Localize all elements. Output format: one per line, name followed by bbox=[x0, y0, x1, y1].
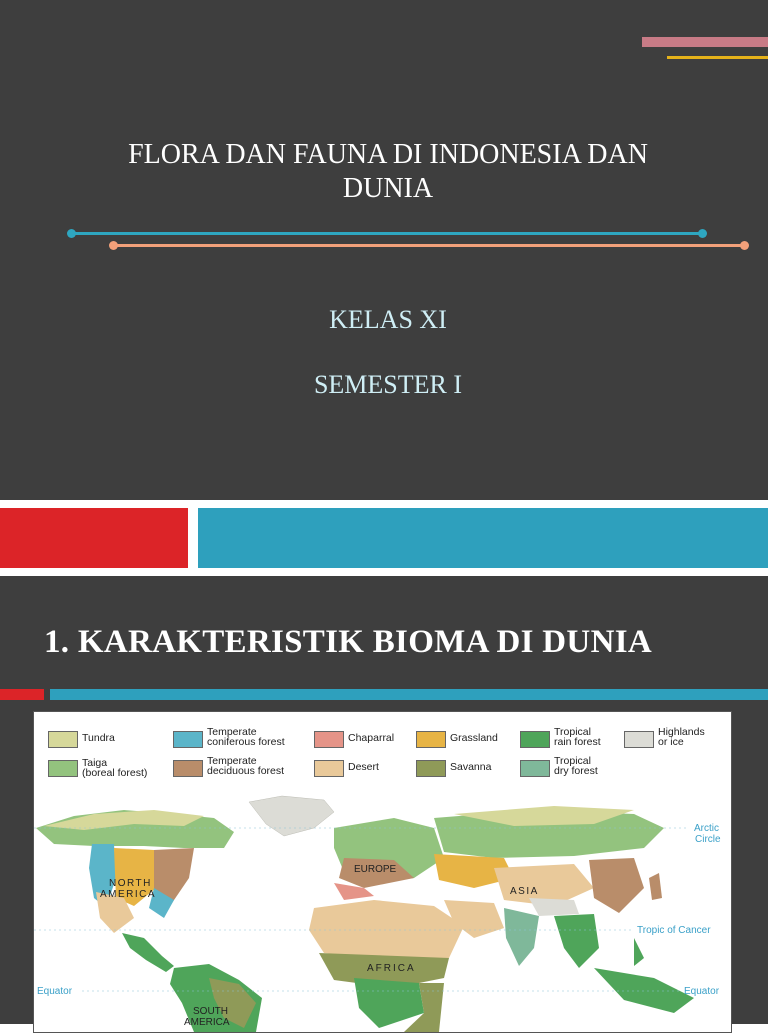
biome-map-figure bbox=[33, 711, 732, 1033]
red-accent-strip bbox=[0, 689, 44, 700]
tropic-of-cancer-label: Tropic of Cancer bbox=[637, 925, 711, 936]
central-america bbox=[122, 933, 174, 972]
equator-right-label: Equator bbox=[684, 986, 720, 997]
legend-label: dry forest bbox=[554, 765, 598, 777]
legend-swatch bbox=[173, 760, 203, 777]
se-asia-rainforest bbox=[554, 914, 599, 968]
legend-label: Temperate bbox=[207, 755, 257, 767]
red-accent-block bbox=[0, 508, 188, 568]
south-america-label: AMERICA bbox=[184, 1017, 230, 1028]
legend-label: (boreal forest) bbox=[82, 767, 148, 779]
indonesia-rainforest bbox=[594, 968, 694, 1013]
biome-slide bbox=[0, 576, 768, 1028]
greenland-shape bbox=[249, 796, 334, 836]
class-subtitle: KELAS XI bbox=[329, 305, 447, 334]
india-dry-forest bbox=[504, 908, 539, 966]
legend-swatch bbox=[520, 731, 550, 748]
legend-swatch bbox=[624, 731, 654, 748]
legend-swatch bbox=[173, 731, 203, 748]
philippines bbox=[634, 938, 644, 966]
europe-label: EUROPE bbox=[354, 864, 397, 875]
legend-label: Chaparral bbox=[348, 732, 395, 744]
america-label: AMERICA bbox=[100, 889, 157, 900]
asia-label: ASIA bbox=[510, 886, 539, 897]
legend-swatch bbox=[48, 731, 78, 748]
south-label: SOUTH bbox=[193, 1006, 228, 1017]
africa-label: AFRICA bbox=[367, 963, 416, 974]
legend-label: Grassland bbox=[450, 732, 498, 744]
semester-subtitle: SEMESTER I bbox=[313, 370, 463, 399]
legend-swatch bbox=[314, 731, 344, 748]
blue-accent-block bbox=[198, 508, 768, 568]
pink-accent-bar bbox=[642, 37, 768, 47]
legend-swatch bbox=[314, 760, 344, 777]
legend-label: Temperate bbox=[207, 726, 257, 738]
slide-heading: 1. KARAKTERISTIK BIOMA DI DUNIA bbox=[44, 624, 652, 660]
africa-rainforest bbox=[354, 978, 424, 1028]
yellow-accent-line bbox=[667, 56, 768, 59]
china-deciduous bbox=[589, 858, 644, 913]
divider-dot bbox=[740, 241, 749, 250]
title-slide bbox=[0, 0, 768, 500]
legend-swatch bbox=[48, 760, 78, 777]
legend-swatch bbox=[416, 760, 446, 777]
blue-accent-strip bbox=[50, 689, 768, 700]
north-label: NORTH bbox=[109, 878, 152, 889]
legend-label: deciduous forest bbox=[207, 765, 285, 777]
circle-label: Circle bbox=[695, 834, 721, 845]
legend-label: Tropical bbox=[554, 726, 591, 738]
legend-label: coniferous forest bbox=[207, 736, 285, 748]
legend-label: Desert bbox=[348, 761, 379, 773]
legend-swatch bbox=[520, 760, 550, 777]
legend-label: rain forest bbox=[554, 736, 601, 748]
legend-label: or ice bbox=[658, 736, 684, 748]
slide-title: FLORA DAN FAUNA DI INDONESIA DAN DUNIA bbox=[128, 139, 648, 204]
legend-label: Savanna bbox=[450, 761, 492, 773]
divider-dot bbox=[109, 241, 118, 250]
orange-divider-line bbox=[113, 244, 745, 247]
legend-label: Highlands bbox=[658, 726, 705, 738]
tibet-highlands bbox=[529, 898, 579, 916]
legend-label: Taiga bbox=[82, 757, 108, 769]
world-map-graphic bbox=[34, 788, 731, 1032]
divider-dot bbox=[67, 229, 76, 238]
legend-label: Tundra bbox=[82, 732, 115, 744]
map-legend bbox=[34, 712, 731, 789]
legend-label: Tropical bbox=[554, 755, 591, 767]
japan bbox=[649, 873, 662, 900]
legend-swatch bbox=[416, 731, 446, 748]
divider-dot bbox=[698, 229, 707, 238]
world-biome-map bbox=[34, 788, 731, 1032]
blue-divider-line bbox=[71, 232, 703, 235]
arctic-label: Arctic bbox=[694, 823, 719, 834]
equator-left-label: Equator bbox=[37, 986, 73, 997]
